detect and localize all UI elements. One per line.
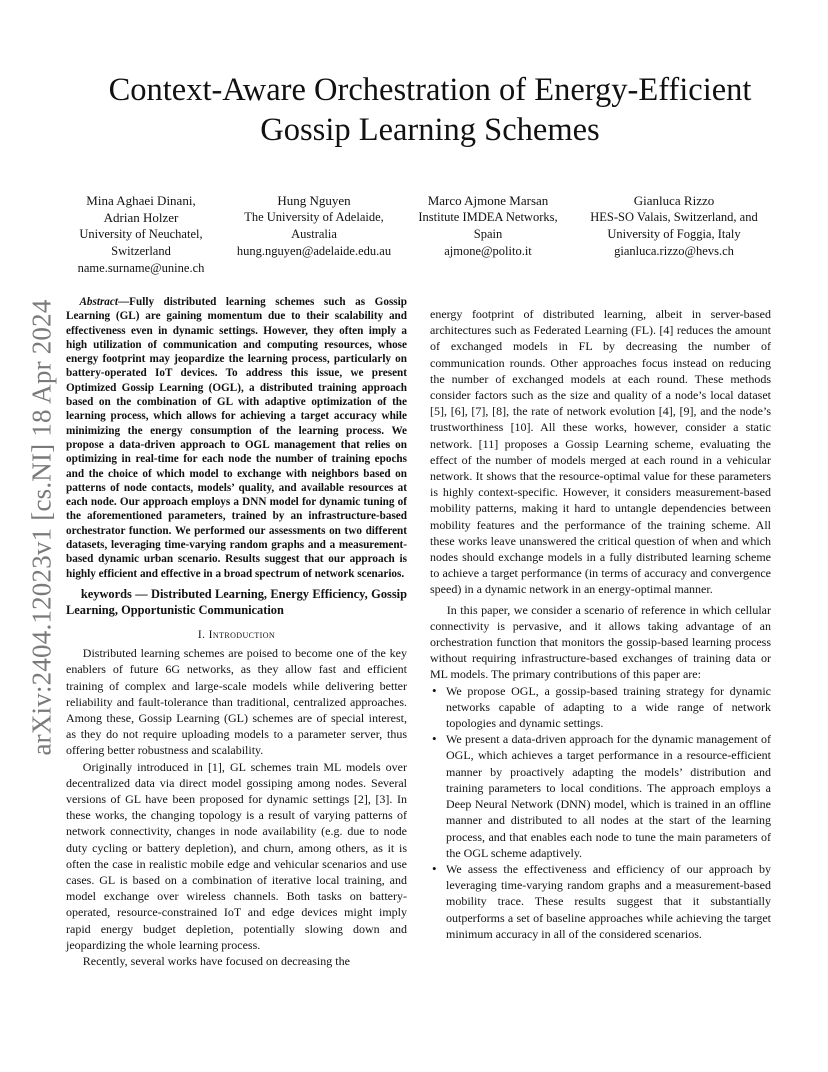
author-3-line-4: ajmone@polito.it — [444, 244, 532, 258]
arxiv-identifier — [22, 292, 62, 762]
section-heading-introduction: I. Introduction — [197, 628, 276, 641]
author-4-line-3: University of Foggia, Italy — [607, 227, 741, 241]
author-1-line-1: Mina Aghaei Dinani, — [86, 193, 196, 208]
contribution-item-3: • We assess the effectiveness and efficiency of our approach by leveraging time-varying random graphs and a measurement-based mobility trace. These results suggest that it substantially outperforms a set of baseline approaches while achieving the target minimum accuracy in all of the considered scenarios. — [446, 861, 771, 942]
author-1-line-3: University of Neuchatel, — [79, 227, 203, 241]
intro-paragraph-2: Originally introduced in [1], GL schemes train ML models over decentralized data via direct model gossiping among nodes. Several versions of GL have been proposed for dynamic settings [2], [3]. In these works, the changing topology is a result of varying patterns of network connectivity, changes in node availability (e.g. due to node duty cycling or battery depletion), and churn, among others, as it is often the case in realistic mobile edge and vehicular scenarios and use cases. GL is based on a combination of iterative local training, and model exchange over wireless channels. Both tasks on battery-operated, resource-constrained IoT and edge devices might imply rapid energy budget depletion, potentially slowing down and jeopardizing the whole learning process. — [66, 759, 407, 952]
author-2-line-2: The University of Adelaide, — [244, 210, 384, 224]
contributions-list — [430, 683, 771, 942]
author-1 — [66, 192, 216, 277]
intro-paragraph-3: Recently, several works have focused on decreasing the — [82, 954, 350, 968]
author-1-line-5: name.surname@unine.ch — [77, 261, 205, 275]
author-3 — [408, 192, 568, 260]
left-column — [66, 295, 407, 969]
author-2-line-1: Hung Nguyen — [277, 193, 351, 208]
author-2-line-3: Australia — [291, 227, 337, 241]
contribution-item-2: • We present a data-driven approach for the dynamic management of OGL, which achieves a target performance in a resource-efficient manner by proactively adapting the models’ distribution and training parameters to local conditions. The approach employs a Deep Neural Network (DNN) model, which is trained in an offline manner and distributed to all nodes at the start of the learning process, and that enables each node to tune the main parameters of the OGL scheme adaptively. — [446, 731, 771, 861]
author-2-line-4: hung.nguyen@adelaide.edu.au — [236, 244, 392, 258]
author-3-line-1: Marco Ajmone Marsan — [427, 193, 549, 208]
intro-paragraph-1: Distributed learning schemes are poised to become one of the key enablers of future 6G networks, as they allow fast and efficient training of complex and large-scale models while delivering better reliability and fault-tolerance than traditional, centralized approaches. Among these, Gossip Learning (GL) schemes are of special interest, as they do not require uploading models to a parameter server, thus offering better robustness and scalability. — [66, 646, 407, 758]
author-2 — [224, 192, 404, 260]
abstract-label: Abstract — [79, 296, 118, 308]
author-4-line-1: Gianluca Rizzo — [633, 193, 715, 208]
author-1-line-4: Switzerland — [111, 244, 171, 258]
abstract — [66, 295, 407, 581]
author-4-line-4: gianluca.rizzo@hevs.ch — [614, 244, 734, 258]
right-paragraph-1: energy footprint of distributed learning, albeit in server-based architectures such as Federated Learning (FL). [4] reduces the amount of exchanged models in FL by decreasing the number of communication rounds. Other approaches focus instead on reducing the number of exchanged models at each round. These methods consider factors such as the size and quality of a node’s local dataset [5], [6], [7], [8], the rate of network evolution [4], [9], and the node’s trustworthiness [10]. All these works, however, consider a static network. [11] proposes a Gossip Learning scheme, evaluating the effect of the number of models merged at each round in a vehicular network. It shows that the resource-optimal value for these parameters is highly context-specific. However, it considers measurement-based mobility patterns, making it hard to untangle dependencies between mobility features and the performance of the training scheme. All these works leave unanswered the critical question of when and which nodes should exchange models in a fully distributed learning scheme to achieve a target performance (in terms of accuracy and convergence speed) in a dynamic network in an energy-optimal manner. — [430, 307, 771, 597]
abstract-text: —Fully distributed learning schemes such as Gossip Learning (GL) are gaining momentum due to their scalability and effectiveness even in dynamic settings. However, they often imply a high utilization of communication and computing resources, whose energy footprint may jeopardize the learning process, particularly on battery-operated IoT devices. To address this issue, we present Optimized Gossip Learning (OGL), a distributed training approach based on the combination of GL with adaptive optimization of the learning process, which allows for achieving a target accuracy while minimizing the energy consumption of the learning process. We propose a data-driven approach to OGL management that relies on optimizing in real-time for each node the number of training epochs and the choice of which model to exchange with neighbors based on patterns of node contacts, models’ quality, and available resources at each node. Our approach employs a DNN model for dynamic tuning of the aforementioned parameters, trained by an infrastructure-based orchestrator function. We performed our assessments on two different datasets, leveraging time-varying random graphs and a measurement-based dynamic urban scenario. Results suggest that our approach is highly efficient and effective in a broad spectrum of network scenarios. — [66, 296, 407, 580]
author-1-line-2: Adrian Holzer — [103, 210, 179, 225]
author-4 — [572, 192, 776, 260]
author-3-line-3: Spain — [473, 227, 503, 241]
author-4-line-2: HES-SO Valais, Switzerland, and — [590, 210, 758, 224]
right-paragraph-2: In this paper, we consider a scenario of reference in which cellular connectivity is pervasive, and it allows taking advantage of an orchestration function that monitors the gossip-based learning process without requiring infrastructure-based exchanges of training data or ML models. The primary contributions of this paper are: — [430, 602, 771, 682]
right-column — [430, 306, 771, 942]
author-block — [66, 192, 776, 282]
paper-title: Context-Aware Orchestration of Energy-Efficient Gossip Learning Schemes — [108, 72, 752, 148]
contribution-item-1: • We propose OGL, a gossip-based training strategy for dynamic networks capable of adapting to a wide range of network topologies and dynamic settings. — [446, 683, 771, 732]
arxiv-identifier-text: arXiv:2404.12023v1 [cs.NI] 18 Apr 2024 — [26, 298, 57, 756]
author-3-line-2: Institute IMDEA Networks, — [418, 210, 558, 224]
keywords: keywords — Distributed Learning, Energy Efficiency, Gossip Learning, Opportunistic Communication — [66, 586, 407, 617]
